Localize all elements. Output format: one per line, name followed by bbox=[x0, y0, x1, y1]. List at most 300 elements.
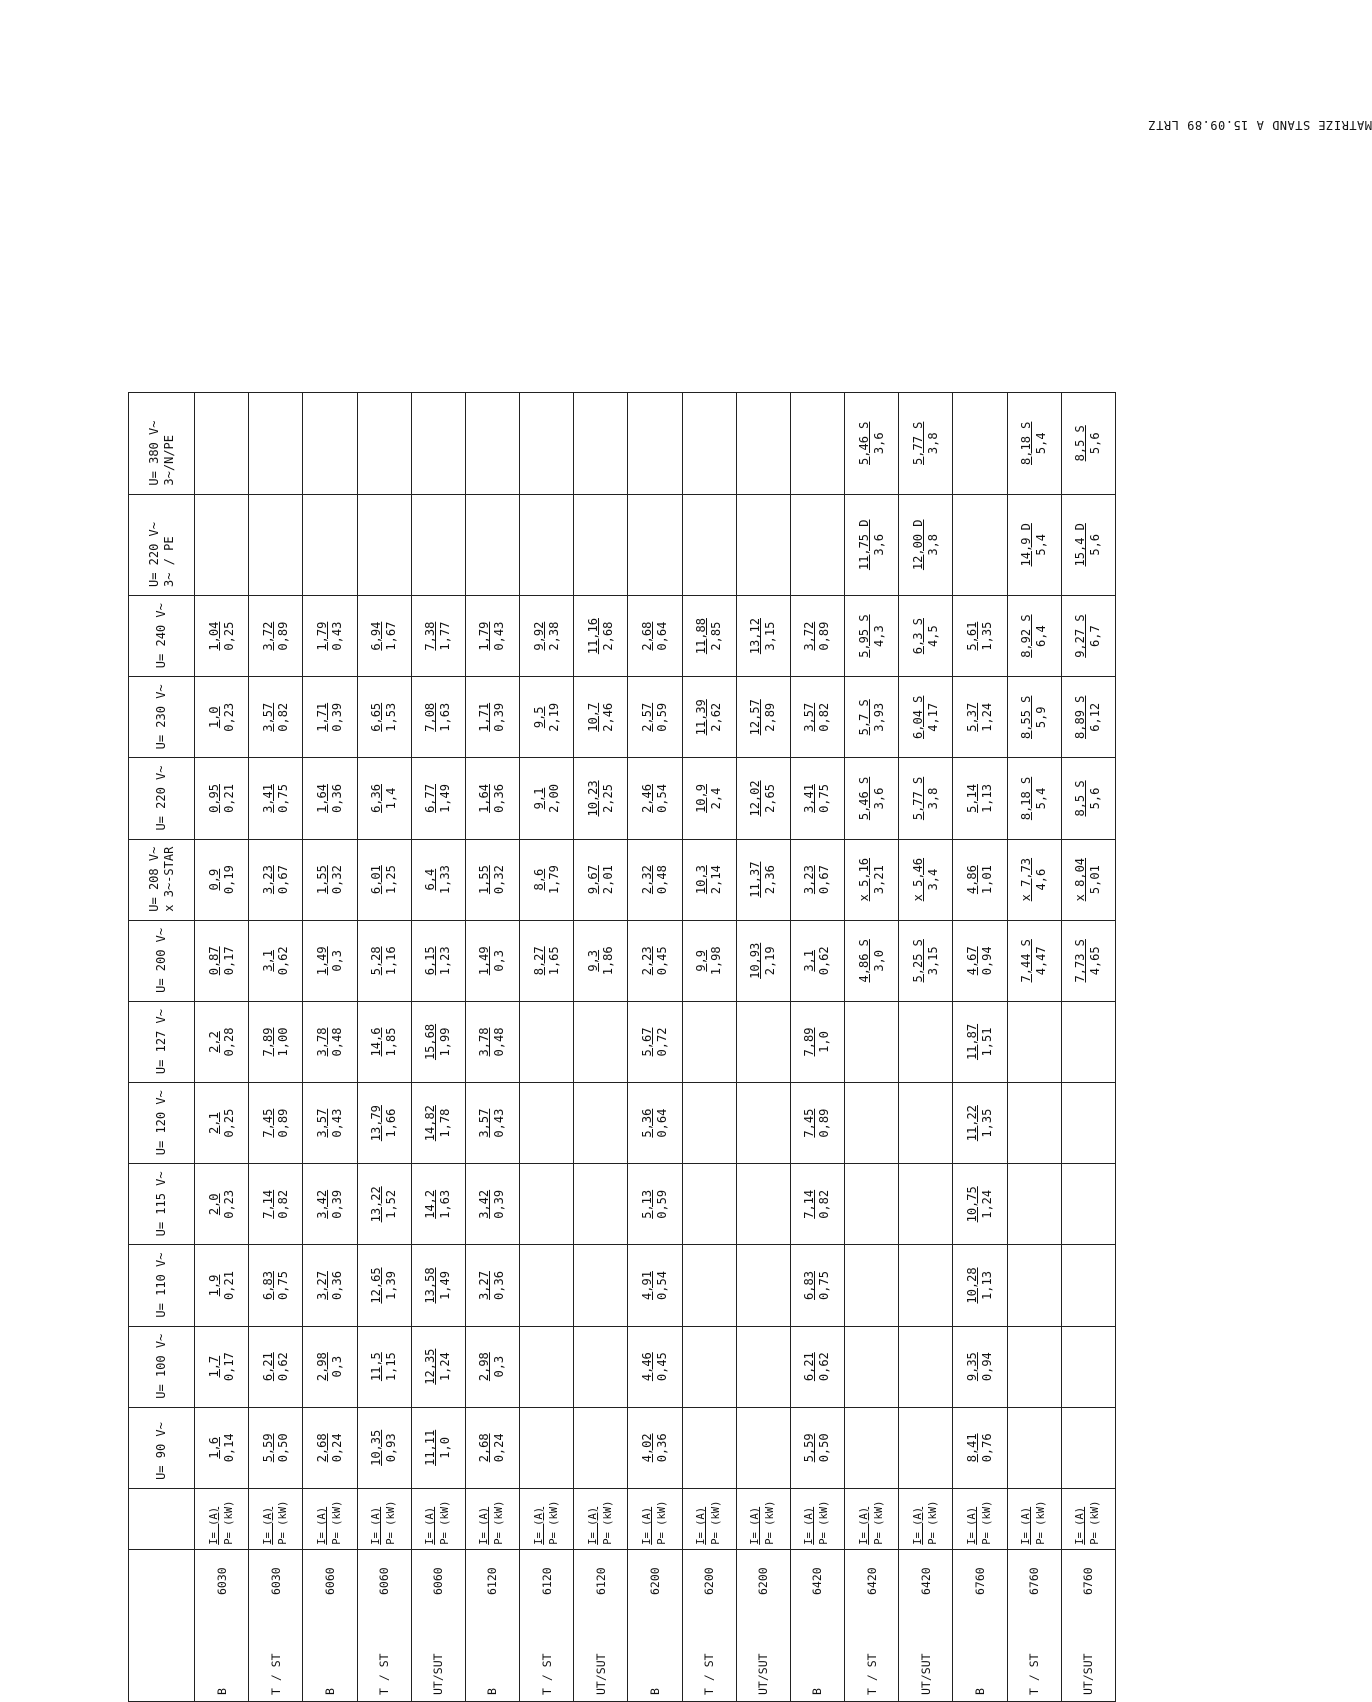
current-value: 1,79 bbox=[314, 621, 329, 651]
value-cell bbox=[1061, 1001, 1115, 1082]
value-cell bbox=[357, 758, 411, 839]
value-cell bbox=[465, 393, 519, 495]
power-value: 2,25 bbox=[600, 784, 615, 813]
value-cell bbox=[1007, 1407, 1061, 1488]
power-value: 1,0 bbox=[817, 1031, 832, 1053]
value-cell bbox=[411, 758, 465, 839]
value-cell bbox=[303, 494, 357, 595]
unit-labels-cell bbox=[628, 1488, 682, 1549]
current-value: 5,77 S bbox=[910, 776, 925, 821]
value-cell bbox=[899, 1326, 953, 1407]
value-cell bbox=[411, 1164, 465, 1245]
current-value: 10,9 bbox=[694, 784, 709, 813]
model-prefix: T / ST bbox=[702, 1653, 717, 1695]
value-cell bbox=[1061, 758, 1115, 839]
value-cell bbox=[249, 1245, 303, 1326]
value-cell bbox=[574, 1083, 628, 1164]
model-cell bbox=[790, 1549, 844, 1701]
power-value: 2,89 bbox=[763, 702, 778, 732]
current-value: 12,35 bbox=[423, 1348, 438, 1385]
model-cell bbox=[953, 1549, 1007, 1701]
value-cell bbox=[845, 393, 899, 495]
current-value: 6,4 bbox=[423, 868, 438, 891]
current-value: 6,3 S bbox=[910, 618, 925, 655]
power-value: 0,36 bbox=[329, 1271, 344, 1300]
value-cell bbox=[845, 758, 899, 839]
current-value: 13,12 bbox=[748, 618, 763, 655]
value-cell bbox=[1061, 677, 1115, 758]
value-cell bbox=[1007, 596, 1061, 677]
value-cell bbox=[682, 677, 736, 758]
value-cell bbox=[195, 839, 249, 920]
current-value: 6,83 bbox=[802, 1271, 817, 1300]
model-prefix: B bbox=[485, 1688, 500, 1695]
value-cell bbox=[357, 494, 411, 595]
power-value: 0,54 bbox=[654, 784, 669, 813]
value-cell bbox=[357, 1407, 411, 1488]
current-value: 9,35 bbox=[964, 1352, 979, 1382]
value-cell bbox=[628, 839, 682, 920]
power-value: 1,16 bbox=[384, 946, 399, 976]
value-cell bbox=[303, 677, 357, 758]
model-cell bbox=[628, 1549, 682, 1701]
power-value: 0,17 bbox=[221, 1352, 236, 1382]
model-number: 6200 bbox=[756, 1567, 771, 1595]
value-cell bbox=[628, 393, 682, 495]
current-value: 10,7 bbox=[585, 702, 600, 732]
value-cell bbox=[736, 1407, 790, 1488]
unit-labels-cell bbox=[411, 1488, 465, 1549]
value-cell bbox=[303, 1164, 357, 1245]
model-number: 6420 bbox=[918, 1567, 933, 1595]
table-row bbox=[899, 393, 953, 1702]
value-cell bbox=[303, 1083, 357, 1164]
header-row bbox=[129, 393, 195, 1702]
current-unit-label: I= (A) bbox=[1020, 1506, 1033, 1545]
table-row bbox=[1061, 393, 1115, 1702]
current-value: 15,4 D bbox=[1073, 523, 1088, 567]
current-value: 3,72 bbox=[260, 621, 275, 651]
current-value: 1,64 bbox=[477, 784, 492, 813]
power-value: 0,24 bbox=[492, 1433, 507, 1463]
power-unit-label: P= (kW) bbox=[276, 1500, 289, 1545]
current-value: 1,9 bbox=[206, 1274, 221, 1297]
value-cell bbox=[411, 839, 465, 920]
unit-labels-cell bbox=[790, 1488, 844, 1549]
value-cell bbox=[845, 1407, 899, 1488]
power-value: 3,15 bbox=[925, 946, 940, 976]
value-cell bbox=[628, 1083, 682, 1164]
power-unit-label: P= (kW) bbox=[385, 1500, 398, 1545]
power-value: 0,62 bbox=[817, 1352, 832, 1382]
value-cell bbox=[899, 1164, 953, 1245]
power-value: 2,01 bbox=[600, 865, 615, 895]
model-prefix: UT/SUT bbox=[1081, 1653, 1096, 1695]
power-value: 1,00 bbox=[275, 1027, 290, 1057]
current-value: 7,44 S bbox=[1019, 939, 1034, 983]
value-cell bbox=[249, 677, 303, 758]
value-cell bbox=[790, 1245, 844, 1326]
value-cell bbox=[953, 1407, 1007, 1488]
current-value: 13,22 bbox=[369, 1186, 384, 1223]
current-value: 2,57 bbox=[639, 702, 654, 732]
power-unit-label: P= (kW) bbox=[926, 1500, 939, 1545]
table-row bbox=[790, 393, 844, 1702]
power-value: 1,52 bbox=[384, 1189, 399, 1219]
power-value: 0,93 bbox=[384, 1433, 399, 1463]
model-cell bbox=[1007, 1549, 1061, 1701]
value-cell bbox=[411, 1407, 465, 1488]
unit-labels-cell bbox=[845, 1488, 899, 1549]
model-cell bbox=[574, 1549, 628, 1701]
power-value: 1,35 bbox=[979, 1108, 994, 1138]
power-value: 0,72 bbox=[654, 1027, 669, 1057]
value-cell bbox=[790, 758, 844, 839]
value-cell bbox=[574, 1001, 628, 1082]
value-cell bbox=[953, 839, 1007, 920]
value-cell bbox=[574, 494, 628, 595]
power-value: 3,93 bbox=[871, 702, 886, 732]
value-cell bbox=[736, 596, 790, 677]
current-value: 6,94 bbox=[369, 621, 384, 651]
current-value: 2,98 bbox=[477, 1352, 492, 1382]
value-cell bbox=[411, 1001, 465, 1082]
value-cell bbox=[465, 1083, 519, 1164]
current-value: 3,41 bbox=[260, 784, 275, 813]
power-value: 3,8 bbox=[925, 787, 940, 810]
value-cell bbox=[790, 920, 844, 1001]
value-cell bbox=[628, 677, 682, 758]
value-cell bbox=[465, 1164, 519, 1245]
power-value: 0,36 bbox=[654, 1433, 669, 1463]
value-cell bbox=[899, 1245, 953, 1326]
unit-labels-cell bbox=[465, 1488, 519, 1549]
power-value: 0,32 bbox=[492, 865, 507, 895]
model-number: 6420 bbox=[810, 1567, 825, 1595]
value-cell bbox=[736, 393, 790, 495]
power-value: 1,66 bbox=[384, 1108, 399, 1138]
power-value: 0,50 bbox=[817, 1433, 832, 1463]
model-number: 6120 bbox=[539, 1567, 554, 1595]
table-row bbox=[574, 393, 628, 1702]
power-value: 0,62 bbox=[275, 1352, 290, 1382]
model-prefix: T / ST bbox=[1027, 1653, 1042, 1695]
power-value: 4,47 bbox=[1034, 946, 1049, 976]
power-value: 2,46 bbox=[600, 702, 615, 732]
power-value: 0,82 bbox=[817, 1189, 832, 1219]
current-value: 6,04 S bbox=[910, 695, 925, 739]
current-value: 3,23 bbox=[802, 865, 817, 895]
current-value: x 8,04 bbox=[1073, 857, 1088, 902]
model-cell bbox=[465, 1549, 519, 1701]
value-cell bbox=[899, 1001, 953, 1082]
current-value: 9,5 bbox=[531, 706, 546, 729]
value-cell bbox=[1061, 1326, 1115, 1407]
table-row bbox=[845, 393, 899, 1702]
value-cell bbox=[574, 758, 628, 839]
current-value: 7,38 bbox=[423, 621, 438, 651]
power-value: 3,6 bbox=[871, 787, 886, 810]
value-cell bbox=[1061, 596, 1115, 677]
value-cell bbox=[249, 1326, 303, 1407]
value-cell bbox=[790, 1326, 844, 1407]
power-value: 0,25 bbox=[221, 1108, 236, 1138]
value-cell bbox=[195, 1001, 249, 1082]
model-cell bbox=[899, 1549, 953, 1701]
value-cell bbox=[953, 758, 1007, 839]
value-cell bbox=[303, 596, 357, 677]
current-value: 10,23 bbox=[585, 780, 600, 817]
current-unit-label: I= (A) bbox=[478, 1506, 491, 1545]
model-prefix: T / ST bbox=[268, 1653, 283, 1695]
power-value: 4,3 bbox=[871, 625, 886, 647]
value-cell bbox=[357, 1001, 411, 1082]
power-value: 0,21 bbox=[221, 784, 236, 813]
voltage-header: U= 100 V~ bbox=[129, 1326, 195, 1407]
voltage-header: U= 220 V~ 3~ / PE bbox=[129, 494, 195, 595]
value-cell bbox=[520, 596, 574, 677]
value-cell bbox=[249, 758, 303, 839]
model-prefix: T / ST bbox=[539, 1653, 554, 1695]
power-unit-label: P= (kW) bbox=[710, 1500, 723, 1545]
value-cell bbox=[790, 393, 844, 495]
power-value: 0,94 bbox=[979, 1352, 994, 1382]
header-blank bbox=[129, 1549, 195, 1701]
value-cell bbox=[845, 1245, 899, 1326]
power-value: 0,82 bbox=[817, 702, 832, 732]
current-value: 1,04 bbox=[206, 621, 221, 651]
current-value: 6,21 bbox=[802, 1352, 817, 1382]
current-value: 5,28 bbox=[369, 946, 384, 976]
current-value: 5,46 S bbox=[856, 776, 871, 821]
current-value: 7,14 bbox=[802, 1189, 817, 1219]
current-unit-label: I= (A) bbox=[1074, 1506, 1087, 1545]
table-row bbox=[953, 393, 1007, 1702]
unit-labels-cell bbox=[1061, 1488, 1115, 1549]
power-value: 2,4 bbox=[709, 787, 724, 810]
power-value: 0,48 bbox=[492, 1027, 507, 1057]
power-value: 0,43 bbox=[492, 621, 507, 651]
power-unit-label: P= (kW) bbox=[872, 1500, 885, 1545]
value-cell bbox=[899, 758, 953, 839]
current-value: 10,75 bbox=[964, 1186, 979, 1223]
value-cell bbox=[249, 839, 303, 920]
table-row bbox=[249, 393, 303, 1702]
value-cell bbox=[628, 1001, 682, 1082]
power-value: 0,67 bbox=[817, 865, 832, 895]
current-value: 3,1 bbox=[260, 949, 275, 972]
power-value: 3,6 bbox=[871, 432, 886, 455]
power-value: 0,48 bbox=[329, 1027, 344, 1057]
current-unit-label: I= (A) bbox=[370, 1506, 383, 1545]
power-value: 0,48 bbox=[654, 865, 669, 895]
current-value: 9,9 bbox=[694, 949, 709, 972]
power-value: 3,8 bbox=[925, 432, 940, 455]
current-value: 5,36 bbox=[639, 1108, 654, 1138]
value-cell bbox=[520, 1001, 574, 1082]
model-prefix: UT/SUT bbox=[593, 1653, 608, 1695]
value-cell bbox=[899, 494, 953, 595]
power-value: 1,49 bbox=[438, 784, 453, 813]
current-value: 12,57 bbox=[748, 699, 763, 736]
value-cell bbox=[790, 839, 844, 920]
model-number: 6760 bbox=[972, 1567, 987, 1595]
power-value: 1,63 bbox=[438, 702, 453, 732]
value-cell bbox=[682, 920, 736, 1001]
voltage-header: U= 110 V~ bbox=[129, 1245, 195, 1326]
model-number: 6120 bbox=[593, 1567, 608, 1595]
current-value: 14,6 bbox=[369, 1027, 384, 1057]
current-value: 9,92 bbox=[531, 621, 546, 651]
value-cell bbox=[682, 1001, 736, 1082]
value-cell bbox=[249, 920, 303, 1001]
value-cell bbox=[195, 494, 249, 595]
current-unit-label: I= (A) bbox=[749, 1506, 762, 1545]
current-value: 2,68 bbox=[477, 1433, 492, 1463]
current-value: 3,42 bbox=[477, 1189, 492, 1219]
voltage-header: U= 90 V~ bbox=[129, 1407, 195, 1488]
power-value: 2,65 bbox=[763, 784, 778, 813]
model-number: 6060 bbox=[431, 1567, 446, 1595]
current-unit-label: I= (A) bbox=[315, 1506, 328, 1545]
current-value: 1,6 bbox=[206, 1437, 221, 1459]
current-value: 6,15 bbox=[423, 946, 438, 976]
model-number: 6060 bbox=[377, 1567, 392, 1595]
value-cell bbox=[1061, 494, 1115, 595]
model-prefix: UT/SUT bbox=[431, 1653, 446, 1695]
model-number: 6200 bbox=[702, 1567, 717, 1595]
value-cell bbox=[465, 1326, 519, 1407]
current-value: 0,9 bbox=[206, 868, 221, 891]
power-value: 1,79 bbox=[546, 865, 561, 895]
model-cell bbox=[249, 1549, 303, 1701]
table-row bbox=[357, 393, 411, 1702]
power-value: 0,39 bbox=[492, 702, 507, 732]
table-body bbox=[195, 393, 1116, 1702]
power-value: 1,63 bbox=[438, 1189, 453, 1219]
current-value: 0,95 bbox=[206, 784, 221, 813]
model-cell bbox=[195, 1549, 249, 1701]
model-prefix: B bbox=[810, 1688, 825, 1695]
current-value: 3,78 bbox=[314, 1027, 329, 1057]
power-value: 0,89 bbox=[817, 621, 832, 651]
value-cell bbox=[195, 920, 249, 1001]
current-value: 3,41 bbox=[802, 784, 817, 813]
current-value: 7,45 bbox=[802, 1108, 817, 1138]
power-value: 2,85 bbox=[709, 621, 724, 651]
rotated-sheet bbox=[128, 392, 1116, 1702]
value-cell bbox=[357, 1245, 411, 1326]
current-value: 2,68 bbox=[639, 621, 654, 651]
value-cell bbox=[249, 1407, 303, 1488]
current-value: 3,57 bbox=[314, 1108, 329, 1138]
power-value: 3,21 bbox=[871, 865, 886, 895]
current-unit-label: I= (A) bbox=[857, 1506, 870, 1545]
power-value: 0,3 bbox=[492, 1355, 507, 1378]
table-row bbox=[1007, 393, 1061, 1702]
power-value: 3,15 bbox=[763, 621, 778, 651]
power-unit-label: P= (kW) bbox=[222, 1500, 235, 1545]
value-cell bbox=[682, 839, 736, 920]
value-cell bbox=[953, 1245, 1007, 1326]
value-cell bbox=[249, 494, 303, 595]
power-value: 1,35 bbox=[979, 621, 994, 651]
unit-labels-cell bbox=[303, 1488, 357, 1549]
current-value: 7,14 bbox=[260, 1189, 275, 1219]
document-stamp: MATRIZE STAND A 15.09.89 LRTZ bbox=[1148, 118, 1372, 132]
power-value: 3,6 bbox=[871, 533, 886, 556]
power-value: 0,23 bbox=[221, 1189, 236, 1219]
model-number: 6120 bbox=[485, 1567, 500, 1595]
current-value: 1,55 bbox=[477, 865, 492, 895]
power-value: 1,53 bbox=[384, 702, 399, 732]
power-value: 6,7 bbox=[1088, 625, 1103, 647]
current-unit-label: I= (A) bbox=[640, 1506, 653, 1545]
value-cell bbox=[682, 1245, 736, 1326]
value-cell bbox=[249, 596, 303, 677]
power-value: 0,28 bbox=[221, 1027, 236, 1057]
power-value: 0,89 bbox=[275, 621, 290, 651]
power-value: 0,43 bbox=[329, 1108, 344, 1138]
value-cell bbox=[736, 1326, 790, 1407]
current-value: 8,6 bbox=[531, 868, 546, 891]
table-row bbox=[411, 393, 465, 1702]
power-value: 2,36 bbox=[763, 865, 778, 895]
power-value: 0,36 bbox=[492, 1271, 507, 1300]
power-value: 1,39 bbox=[384, 1271, 399, 1300]
model-cell bbox=[1061, 1549, 1115, 1701]
value-cell bbox=[736, 1001, 790, 1082]
power-value: 0,36 bbox=[492, 784, 507, 813]
value-cell bbox=[682, 393, 736, 495]
model-prefix: T / ST bbox=[864, 1653, 879, 1695]
current-value: 3,27 bbox=[314, 1271, 329, 1300]
model-prefix: B bbox=[214, 1688, 229, 1695]
current-value: 3,57 bbox=[477, 1108, 492, 1138]
value-cell bbox=[736, 1164, 790, 1245]
power-value: 0,3 bbox=[492, 949, 507, 972]
voltage-matrix-table bbox=[128, 392, 1116, 1702]
current-value: 7,45 bbox=[260, 1108, 275, 1138]
model-cell bbox=[682, 1549, 736, 1701]
current-value: 2,23 bbox=[639, 946, 654, 976]
current-value: 6,65 bbox=[369, 702, 384, 732]
current-value: 9,67 bbox=[585, 865, 600, 895]
current-value: 7,08 bbox=[423, 702, 438, 732]
power-value: 0,39 bbox=[492, 1189, 507, 1219]
power-value: 5,9 bbox=[1034, 706, 1049, 729]
current-value: 1,79 bbox=[477, 621, 492, 651]
power-value: 1,99 bbox=[438, 1027, 453, 1057]
power-value: 1,78 bbox=[438, 1108, 453, 1138]
power-value: 3,4 bbox=[925, 868, 940, 891]
value-cell bbox=[845, 1001, 899, 1082]
current-value: 3,57 bbox=[802, 702, 817, 732]
value-cell bbox=[899, 393, 953, 495]
power-value: 1,85 bbox=[384, 1027, 399, 1057]
power-value: 5,6 bbox=[1088, 432, 1103, 455]
current-value: 1,49 bbox=[314, 946, 329, 976]
power-value: 1,67 bbox=[384, 621, 399, 651]
power-unit-label: P= (kW) bbox=[330, 1500, 343, 1545]
current-value: 11,5 bbox=[369, 1352, 384, 1382]
current-value: 11,16 bbox=[585, 618, 600, 655]
current-value: 3,72 bbox=[802, 621, 817, 651]
value-cell bbox=[845, 920, 899, 1001]
current-unit-label: I= (A) bbox=[207, 1506, 220, 1545]
value-cell bbox=[899, 920, 953, 1001]
current-unit-label: I= (A) bbox=[261, 1506, 274, 1545]
